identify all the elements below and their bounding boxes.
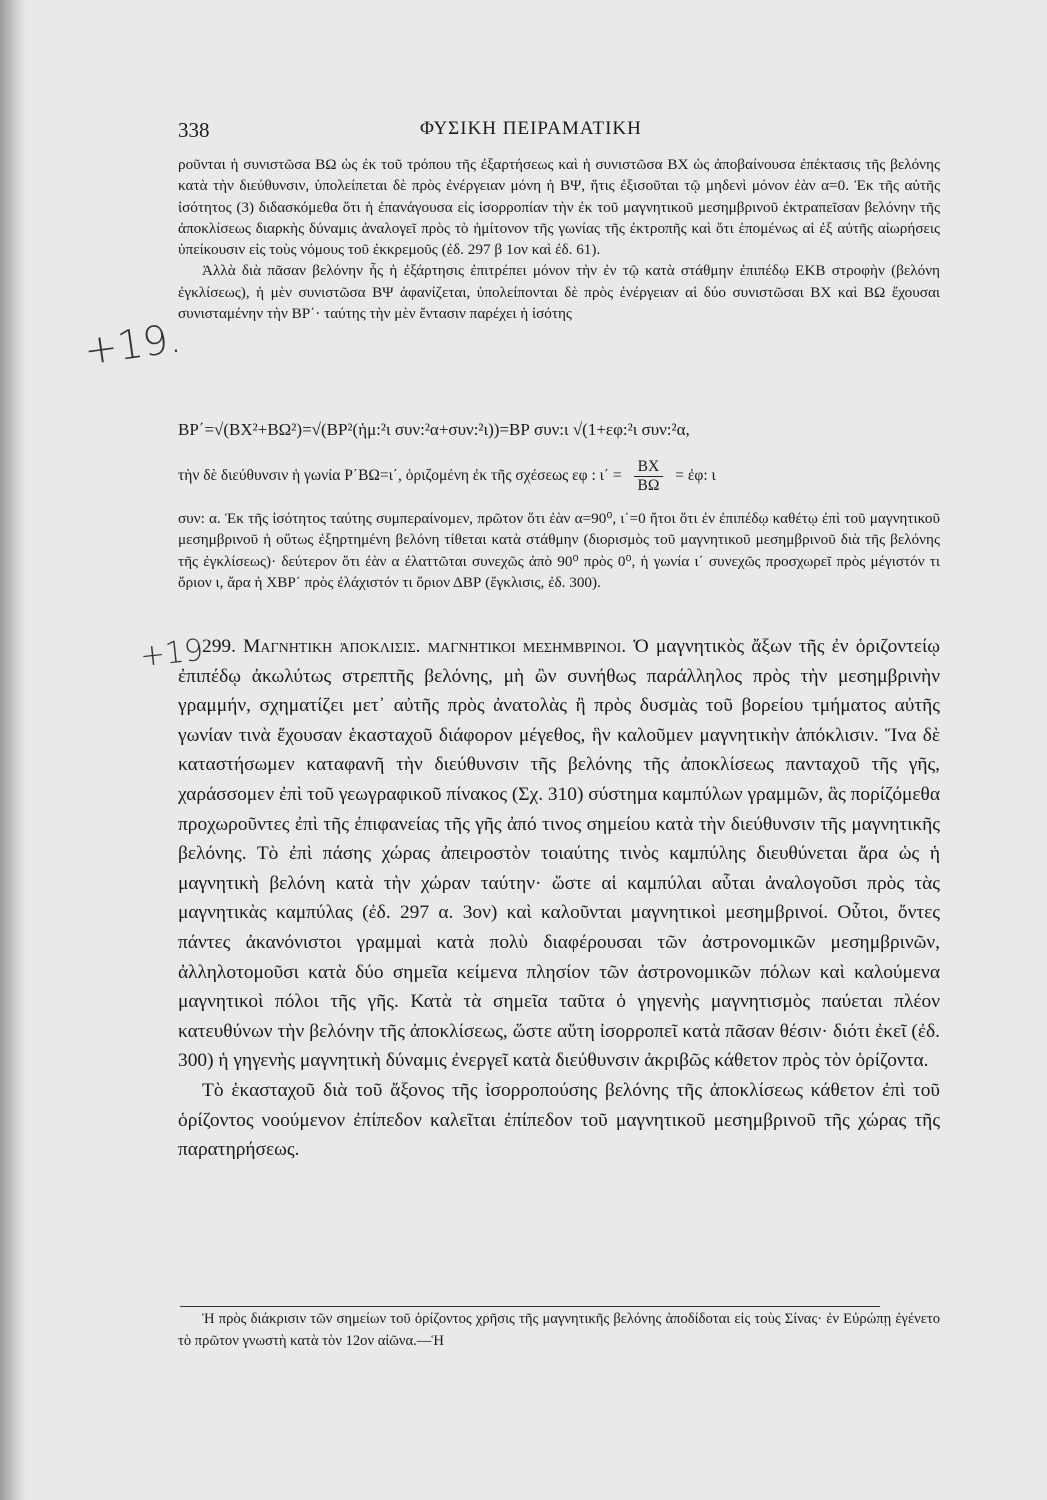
section-paragraph-1 bbox=[178, 632, 940, 1076]
formula-2-text: τὴν δὲ διεύθυνσιν ἡ γωνία Ρ΄ΒΩ=ι΄, ὁριζομένη ἐκ τῆς σχέσεως εφ : ι΄ = bbox=[178, 467, 622, 485]
book-spine-shadow bbox=[0, 0, 26, 1500]
formula-1: ΒΡ΄=√(ΒΧ²+ΒΩ²)=√(ΒΡ²(ἡμ:²ι συν:²α+συν:²ι))=ΒΡ συν:ι √(1+εφ:²ι συν:²α, bbox=[178, 420, 690, 439]
paragraph-1: ροῦνται ἡ συνιστῶσα ΒΩ ὡς ἐκ τοῦ τρόπου τῆς ἐξαρτήσεως καὶ ἡ συνιστῶσα ΒΧ ὡς ἀποβαίνουσα ἐπέκτασις τῆς βελόνης κατὰ τὴν διεύθυνσιν, ὑπολείπεται δὲ πρὸς ἐνέργειαν μόνη ἡ ΒΨ, ἥτις ἐξισοῦται τῷ μηδενὶ μόνον ἐὰν α=0. Ἐκ τῆς αὐτῆς ἰσότητος (3) διδασκόμεθα ὅτι ἡ ἐπανάγουσα εἰς ἰσορροπίαν τὴν ἐκ τοῦ μαγνητικοῦ μεσημβρινοῦ ἐκτραπεῖσαν βελόνην τῆς ἀποκλίσεως διαρκὴς δύναμις ἀναλογεῖ πρὸς τὸ ἡμίτονον τῆς γωνίας τῆς ἐκτροπῆς καὶ ὅτι ἑπομένως αἱ ἐξ αὐτῆς αἰωρήσεις ὑπείκουσιν εἰς τοὺς νόμους τοῦ ἐκκρεμοῦς (ἐδ. 297 β 1ον καὶ ἐδ. 61). bbox=[178, 156, 940, 259]
section-body: Ὁ μαγνητικὸς ἄξων τῆς ἐν ὁριζοντείῳ ἐπιπέδῳ ἀκωλύτως στρεπτῆς βελόνης, μὴ ὢν συνήθως παράλληλος πρὸς τὴν μεσημβρινὴν γραμμήν, σχηματίζει μετ᾽ αὐτῆς πρὸς ἀνατολὰς ἢ πρὸς δυσμὰς τοῦ βορείου τμήματος αὐτῆς γωνίαν τινὰ ἔχουσαν ἑκασταχοῦ διάφορον μέγεθος, ἣν καλοῦμεν μαγνητικὴν ἀπόκλισιν. Ἵνα δὲ καταστήσωμεν καταφανῆ τὴν διεύθυνσιν τῆς βελόνης τῆς ἀποκλίσεως πανταχοῦ τῆς γῆς, χαράσσομεν ἐπὶ τοῦ γεωγραφικοῦ πίνακος (Σχ. 310) σύστημα καμπύλων γραμμῶν, ἃς πορίζόμεθα προχωροῦντες ἐπὶ τῆς ἐπιφανείας τῆς γῆς ἀπό τινος σημείου κατὰ τὴν διεύθυνσιν τῆς μαγνητικῆς βελόνης. Τὸ ἐπὶ πάσης χώρας ἀπειροστὸν τοιαύτης τινὸς καμπύλης διευθύνεται ἄρα ὡς ἡ μαγνητικὴ βελόνη κατὰ τὴν χώραν ταύτην· ὥστε αἱ καμπύλαι αὗται ἀναλογοῦσι πρὸς τὰς μαγνητικὰς καμπύλας (ἐδ. 297 α. 3ον) καὶ καλοῦνται μαγνητικοὶ μεσημβρινοί. Οὗτοι, ὄντες πάντες ἀκανόνιστοι γραμμαὶ κατὰ πολὺ διαφέρουσαι τῶν ἀστρονομικῶν μεσημβρινῶν, ἀλληλοτομοῦσι κατὰ δύο σημεῖα κείμενα πλησίον τῶν ἀστρονομικῶν πόλων καὶ καλούμενα μαγνητικοὶ πόλοι τῆς γῆς. Κατὰ τὰ σημεῖα ταῦτα ὁ γηγενὴς μαγνητισμὸς παύεται πλέον κατευθύνων τὴν βελόνην τῆς ἀποκλίσεως, ὥστε αὕτη ἰσορροπεῖ κατὰ πᾶσαν θέσιν· διότι ἐκεῖ (ἐδ. 300) ἡ γηγενὴς μαγνητικὴ δύναμις ἐνεργεῖ κατὰ διεύθυνσιν ἀκριβῶς κάθετον πρὸς τὸν ὁρίζοντα. bbox=[178, 636, 940, 1072]
section-number: 299. bbox=[202, 636, 236, 657]
page-number: 338 bbox=[178, 118, 210, 142]
running-title: ΦΥΣΙΚΗ ΠΕΙΡΑΜΑΤΙΚΗ bbox=[420, 118, 642, 139]
section-paragraph-2: Τὸ ἑκασταχοῦ διὰ τοῦ ἄξονος τῆς ἰσορροπούσης βελόνης τῆς ἀποκλίσεως κάθετον ἐπὶ τοῦ ὁρίζοντος νοούμενον ἐπίπεδον καλεῖται ἐπίπεδον τοῦ μαγνητικοῦ μεσημβρινοῦ τῆς χώρας τῆς παρατηρήσεως. bbox=[178, 1079, 940, 1161]
paragraph-3: συν: α. Ἐκ τῆς ἰσότητος ταύτης συμπεραίνομεν, πρῶτον ὅτι ἐὰν α=90⁰, ι΄=0 ἤτοι ὅτι ἐν ἐπιπέδῳ καθέτῳ ἐπὶ τοῦ μαγνητικοῦ μεσημβρινοῦ ἡ οὕτως ἐξηρτημένη βελόνη τίθεται κατὰ στάθμην (διορισμὸς τοῦ μαγνητικοῦ μεσημβρινοῦ διὰ τῆς βελόνης τῆς ἐγκλίσεως)· δεύτερον ὅτι ἐὰν α ἐλαττῶται συνεχῶς ἀπὸ 90⁰ πρὸς 0⁰, ἡ γωνία ι΄ συνεχῶς προσχωρεῖ πρὸς μέγιστόν τι ὅριον ι, ἄρα ἡ ΧΒΡ΄ πρὸς ἐλάχιστόν τι ὅριον ΔΒΡ (ἔγκλισις, ἐδ. 300). bbox=[178, 510, 940, 591]
footnote-text: Ἡ πρὸς διάκρισιν τῶν σημείων τοῦ ὁρίζοντος χρῆσις τῆς μαγνητικῆς βελόνης ἀποδίδοται εἰς τοὺς Σίνας· ἐν Εὐρώπῃ ἐγένετο τὸ πρῶτον γνωστὴ κατὰ τὸν 12ον αἰῶνα.—Ἡ bbox=[178, 1311, 940, 1349]
margin-note-1: +19. bbox=[81, 315, 184, 375]
footnote-rule bbox=[180, 1306, 880, 1307]
paragraph-2: Ἀλλὰ διὰ πᾶσαν βελόνην ἧς ἡ ἐξάρτησις ἐπιτρέπει μόνον τὴν ἐν τῷ κατὰ στάθμην ἐπιπέδῳ ΕΚΒ στροφὴν (βελόνη ἐγκλίσεως), ἡ μὲν συνιστῶσα ΒΨ ἀφανίζεται, ὑπολείπονται δὲ πρὸς ἐνέργειαν αἱ δύο συνιστῶσαι ΒΧ καὶ ΒΩ ἔχουσαι συνισταμένην τὴν ΒΡ΄· ταύτης τὴν μὲν ἔντασιν παρέχει ἡ ἰσότης bbox=[178, 262, 940, 323]
fraction-denominator: ΒΩ bbox=[637, 477, 660, 494]
fraction-numerator: ΒΧ bbox=[634, 458, 664, 477]
section-299 bbox=[178, 632, 940, 1165]
text-block-1 bbox=[178, 154, 940, 324]
formula-2-end: = ἐφ: ι bbox=[675, 467, 716, 485]
fraction bbox=[634, 458, 664, 495]
footnote bbox=[178, 1308, 940, 1352]
formula-2 bbox=[178, 458, 948, 495]
section-title: Μαγνητικη ἀποκλισις. μαγνητικοι μεσημβρινοι. bbox=[243, 636, 627, 657]
page-header bbox=[0, 118, 1047, 148]
margin-note-2: +19 bbox=[138, 632, 205, 675]
text-block-2 bbox=[178, 508, 940, 593]
